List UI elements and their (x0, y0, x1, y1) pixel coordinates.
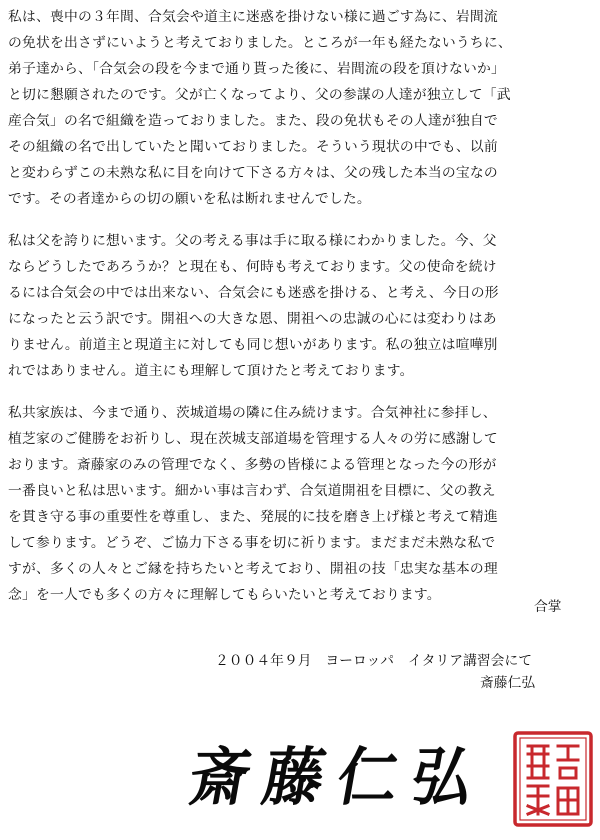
text-line: 産合気」の名で組織を造っておりました。また、段の免状もその人達が独自で (8, 113, 498, 129)
author-name: 斎藤仁弘 (480, 675, 536, 691)
text-line: 一番良いと私は思います。細かい事は言わず、合気道開祖を目標に、父の教え (8, 483, 496, 499)
closing-salutation: 合掌 (534, 599, 562, 615)
text-line: になったと云う訳です。開祖への大きな恩、開祖への忠誠の心には変わりはあ (8, 311, 497, 327)
paragraph-2 (8, 228, 594, 384)
paragraph-3 (8, 400, 594, 608)
text-line: ならどうしたであろうか？と現在も、何時も考えております。父の使命を続け (8, 259, 497, 275)
text-line: 植芝家のご健勝をお祈りし、現在茨城支部道場を管理する人々の労に感謝して (8, 431, 498, 447)
text-line: の免状を出さずにいようと考えておりました。ところが一年も経たないうちに、 (8, 35, 512, 51)
text-line: るには合気会の中では出来ない、合気会にも迷惑を掛ける、と考え、今日の形 (8, 285, 499, 301)
date-line: ２００４年９月 ヨーロッパ イタリア講習会にて (215, 653, 533, 669)
text-line: 私は父を誇りに想います。父の考える事は手に取る様にわかりました。今、父 (8, 233, 497, 249)
text-line: その組織の名で出していたと聞いておりました。そういう現状の中でも、以前 (8, 139, 498, 155)
paragraph-1 (8, 4, 594, 212)
text-line: おります。斎藤家のみの管理でなく、多勢の皆様による管理となった今の形が (8, 457, 497, 473)
text-line: 弟子達から、「合気会の段を今まで通り貰った後に、岩間流の段を頂けないか」 (8, 61, 505, 77)
text-line: 私は、喪中の３年間、合気会や道主に迷惑を掛けない様に過ごす為に、岩間流 (8, 9, 498, 25)
text-line: 念」を一人でも多くの方々に理解してもらいたいと考えております。 (8, 587, 441, 603)
handwritten-signature (183, 728, 510, 828)
text-line: すが、多くの人々とご縁を持ちたいと考えており、開祖の技「忠実な基本の理 (8, 561, 498, 577)
text-line: と切に懇願されたのです。父が亡くなってより、父の参謀の人達が独立して「武 (8, 87, 511, 103)
text-line: と変わらずこの未熟な私に目を向けて下さる方々は、父の残した本当の宝なの (8, 165, 498, 181)
text-line: 私共家族は、今まで通り、茨城道場の隣に住み続けます。合気神社に参拝し、 (8, 405, 497, 421)
text-line: れではありません。道主にも理解して頂けたと考えております。 (8, 363, 414, 379)
text-line: りません。前道主と現道主に対しても同じ想いがあります。私の独立は喧嘩別 (8, 337, 498, 353)
text-line: です。その者達からの切の願いを私は断れませんでした。 (8, 191, 371, 207)
text-line: を貫き守る事の重要性を尊重し、また、発展的に技を磨き上げ様と考えて精進 (8, 509, 498, 525)
red-seal-stamp (512, 730, 594, 828)
text-line: して参ります。どうぞ、ご協力下さる事を切に祈ります。まだまだ未熟な私で (8, 535, 496, 551)
signature-text: 斎藤仁弘 (183, 741, 493, 815)
